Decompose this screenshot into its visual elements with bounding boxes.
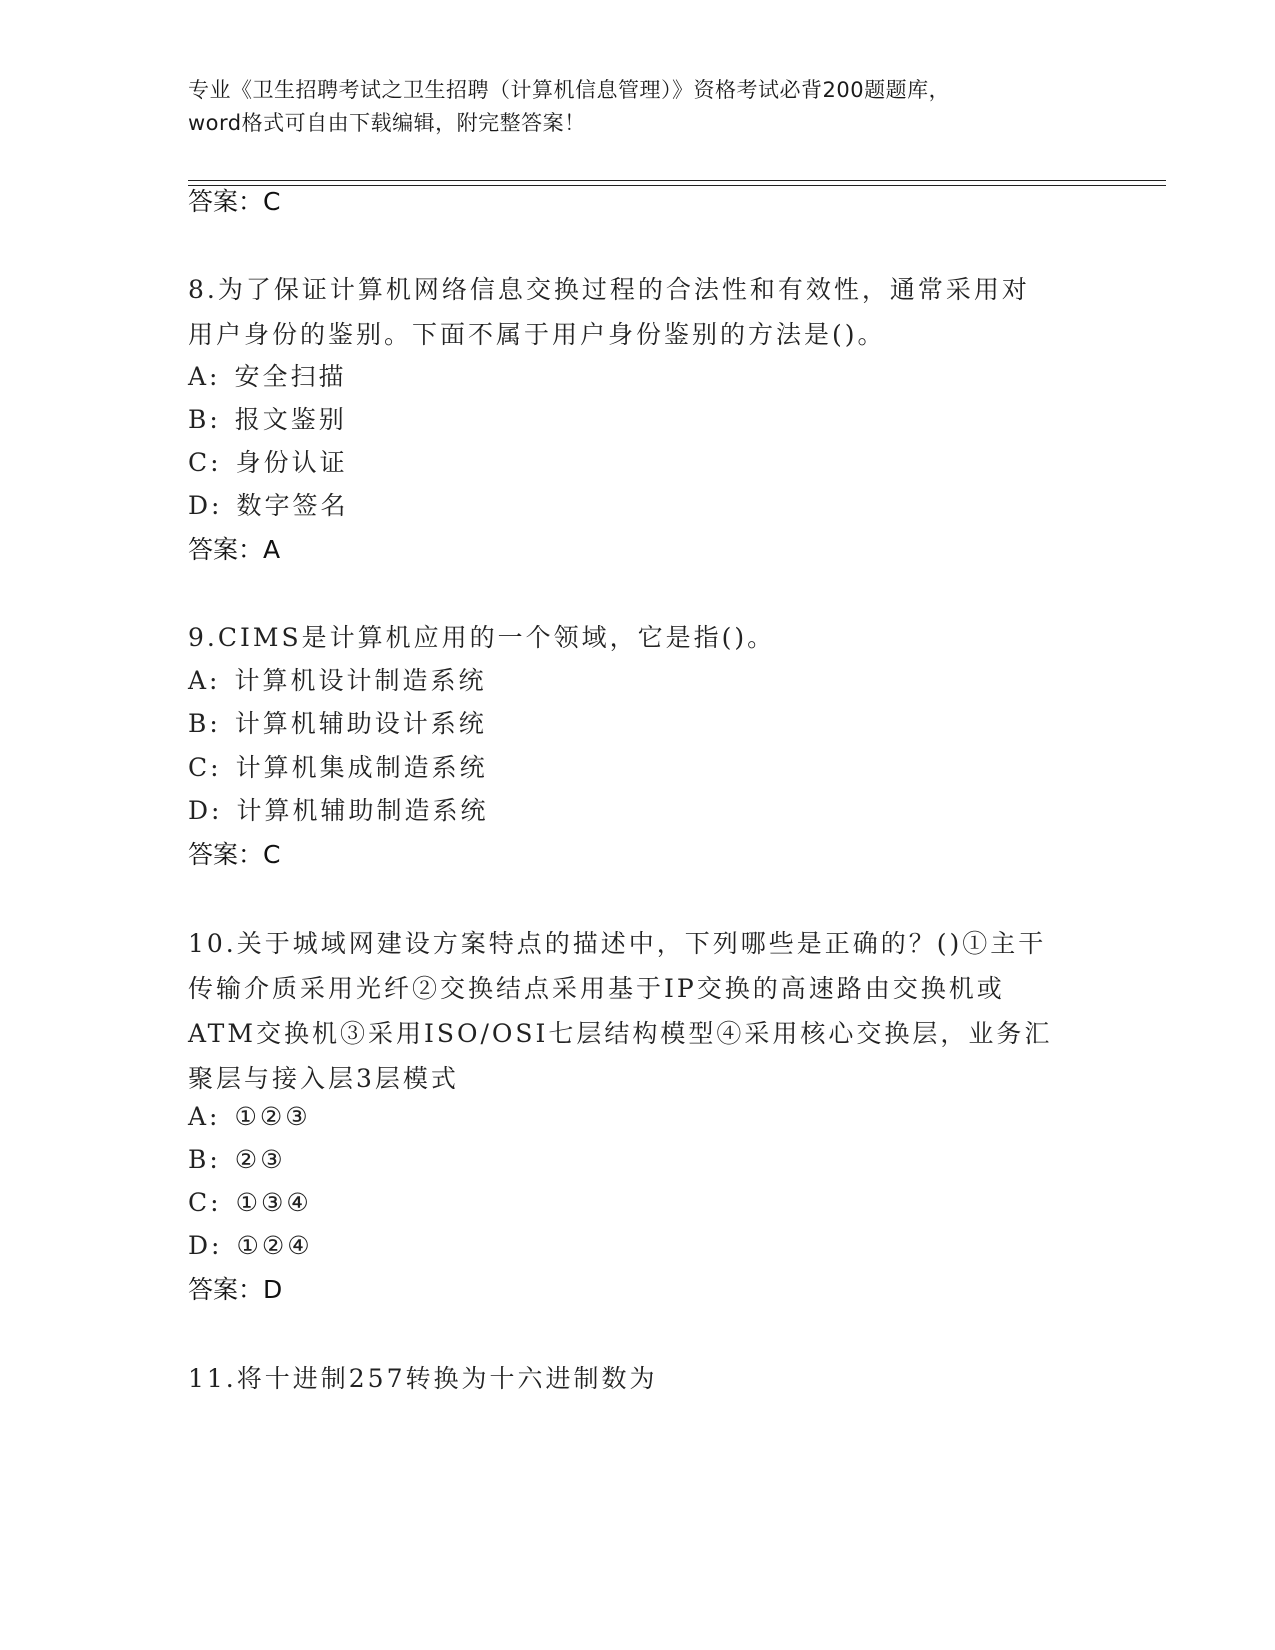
option-key: C: <box>188 1188 222 1217</box>
option-b <box>188 708 487 740</box>
header-divider-top <box>188 180 1166 181</box>
question-line: ATM交换机③采用ISO/OSI七层结构模型④采用核心交换层，业务汇 <box>188 1019 1053 1048</box>
option-text: 计算机辅助制造系统 <box>236 796 489 825</box>
question-line: 传输介质采用光纤②交换结点采用基于IP交换的高速路由交换机或 <box>188 974 1005 1003</box>
answer-line: 答案：D <box>188 1275 283 1304</box>
option-b <box>188 404 347 436</box>
header-divider-bottom <box>188 185 1166 186</box>
option-key: B: <box>188 709 221 738</box>
option-text: 计算机集成制造系统 <box>235 753 488 782</box>
question-8-text <box>188 267 1088 357</box>
question-10-text <box>188 921 1088 1101</box>
option-c <box>188 1187 312 1219</box>
question-line: 10.关于城域网建设方案特点的描述中，下列哪些是正确的？()①主干 <box>188 929 1047 958</box>
question-9-text <box>188 615 1088 660</box>
option-c <box>188 752 488 784</box>
question-11-text <box>188 1356 1088 1401</box>
option-key: B: <box>188 405 221 434</box>
option-key: A: <box>188 362 221 391</box>
option-text: ①②③ <box>234 1102 311 1131</box>
option-key: D: <box>188 491 223 520</box>
option-text: 身份认证 <box>235 448 348 477</box>
option-text: 报文鉴别 <box>234 405 347 434</box>
question-line: 8.为了保证计算机网络信息交换过程的合法性和有效性，通常采用对 <box>188 275 1030 304</box>
option-text: 计算机设计制造系统 <box>234 666 487 695</box>
option-text: 数字签名 <box>236 491 349 520</box>
option-key: C: <box>188 753 222 782</box>
option-text: ②③ <box>234 1145 286 1174</box>
document-header <box>188 74 1088 140</box>
answer-line: 答案：A <box>188 535 281 564</box>
option-d <box>188 1230 313 1262</box>
option-text: ①②④ <box>236 1231 313 1260</box>
option-a <box>188 665 487 697</box>
option-key: A: <box>188 666 221 695</box>
option-a <box>188 361 347 393</box>
option-b <box>188 1144 286 1176</box>
question-line: 用户身份的鉴别。下面不属于用户身份鉴别的方法是()。 <box>188 320 886 349</box>
question-line: 聚层与接入层3层模式 <box>188 1064 459 1093</box>
answer-line: 答案：C <box>188 840 281 869</box>
option-a <box>188 1101 311 1133</box>
option-d <box>188 490 348 522</box>
header-line-1: 专业《卫生招聘考试之卫生招聘（计算机信息管理）》资格考试必背200题题库， <box>188 78 951 102</box>
option-text: 计算机辅助设计系统 <box>234 709 487 738</box>
answer-line: 答案：C <box>188 187 281 216</box>
option-text: ①③④ <box>235 1188 312 1217</box>
question-line: 11.将十进制257转换为十六进制数为 <box>188 1364 658 1393</box>
option-c <box>188 447 348 479</box>
question-line: 9.CIMS是计算机应用的一个领域，它是指()。 <box>188 623 776 652</box>
header-line-2: word格式可自由下载编辑，附完整答案！ <box>188 111 586 135</box>
option-key: D: <box>188 1231 223 1260</box>
option-key: B: <box>188 1145 221 1174</box>
option-key: A: <box>188 1102 221 1131</box>
option-text: 安全扫描 <box>234 362 347 391</box>
option-key: D: <box>188 796 223 825</box>
option-d <box>188 795 488 827</box>
option-key: C: <box>188 448 222 477</box>
